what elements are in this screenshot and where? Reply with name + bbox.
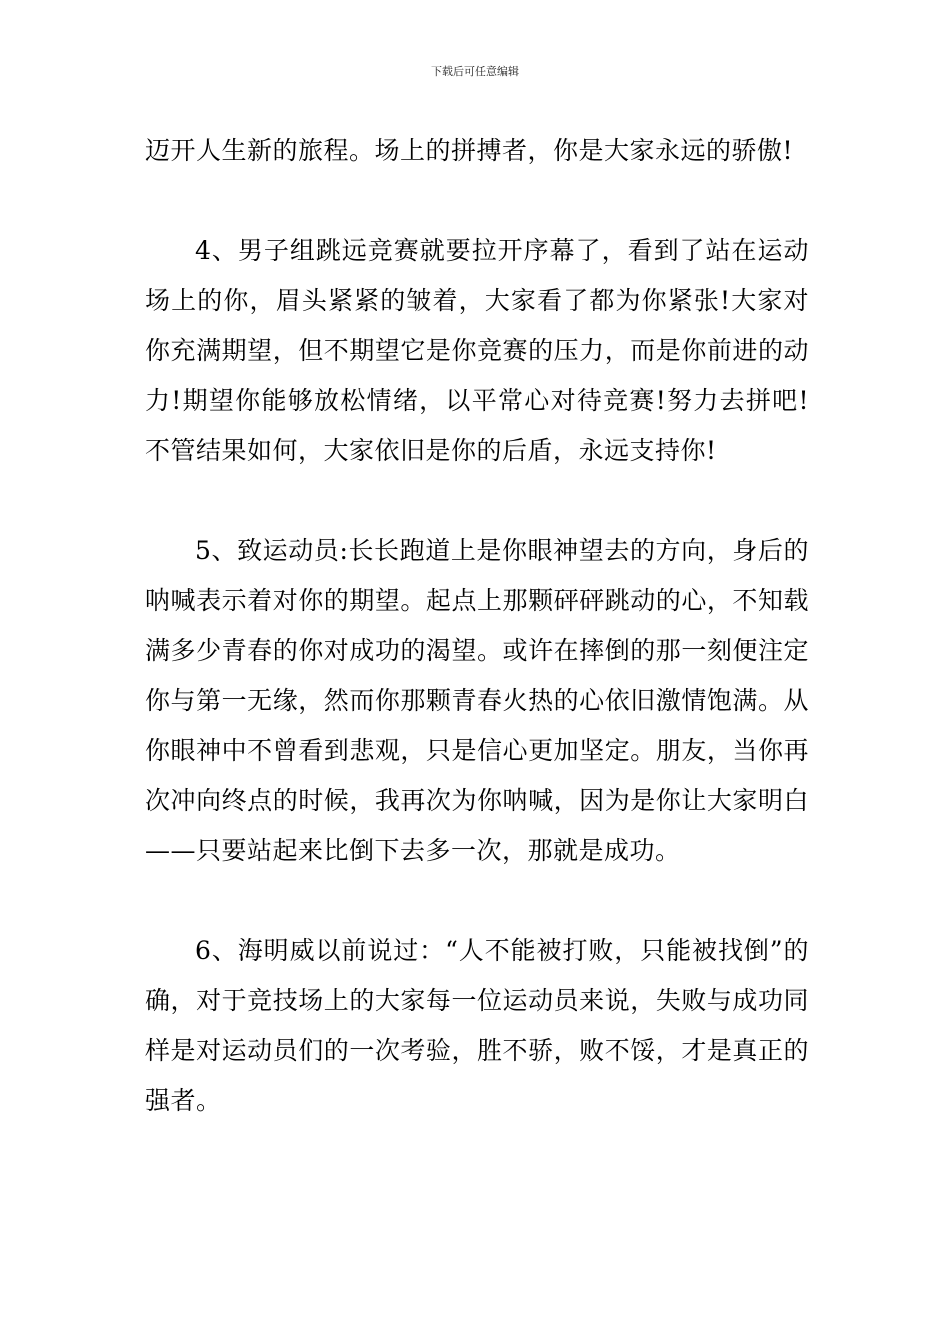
paragraph-gap [145, 176, 809, 226]
document-body [145, 126, 809, 1126]
paragraph-gap [145, 876, 809, 926]
paragraph-continuation: 迈开人生新的旅程。场上的拼搏者，你是大家永远的骄傲! [145, 136, 794, 165]
paragraph-4: 4、男子组跳远竞赛就要拉开序幕了，看到了站在运动场上的你，眉头紧紧的皱着，大家看了都为你紧张!大家对你充满期望，但不期望它是你竞赛的压力，而是你前进的动力!期望你能够放松情绪，以平常心对待竞赛!努力去拼吧!不管结果如何，大家依旧是你的后盾，永远支持你! [145, 236, 809, 465]
paragraph-6: 6、海明威以前说过：“人不能被打败，只能被找倒”的确，对于竞技场上的大家每一位运动员来说，失败与成功同样是对运动员们的一次考验，胜不骄，败不馁，才是真正的强者。 [145, 936, 809, 1115]
page-header: 下载后可任意编辑 [431, 65, 519, 78]
paragraph-gap [145, 476, 809, 526]
paragraph-5: 5、致运动员:长长跑道上是你眼神望去的方向，身后的呐喊表示着对你的期望。起点上那颗砰砰跳动的心，不知载满多少青春的你对成功的渴望。或许在摔倒的那一刻便注定你与第一无缘，然而你那颗青春火热的心依旧激情饱满。从你眼神中不曾看到悲观，只是信心更加坚定。朋友，当你再次冲向终点的时候，我再次为你呐喊，因为是你让大家明白——只要站起来比倒下去多一次，那就是成功。 [145, 536, 809, 865]
